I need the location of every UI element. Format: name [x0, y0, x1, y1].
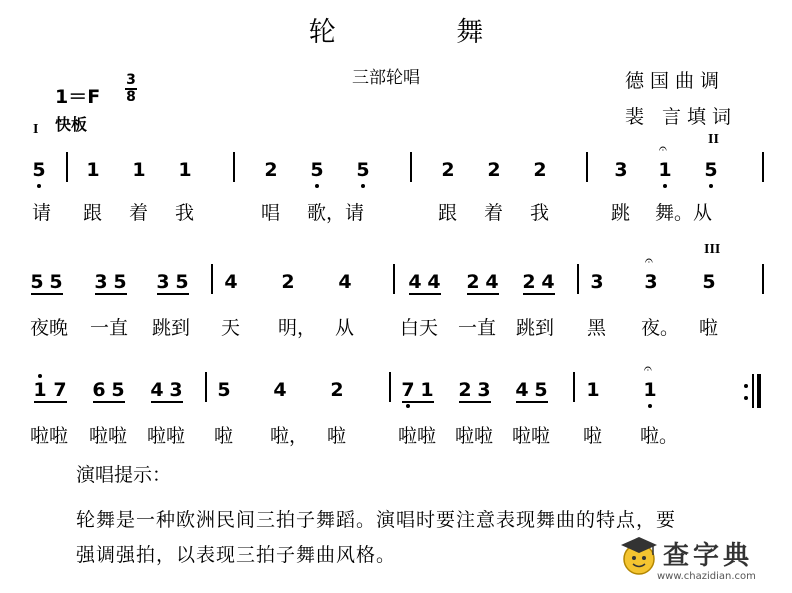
- fermata-icon: 𝄐: [659, 141, 667, 157]
- lyric: 跳到: [152, 317, 191, 339]
- note: 2: [487, 159, 501, 181]
- note: 4: [150, 379, 164, 401]
- lyric: 啦啦: [512, 425, 551, 447]
- note: 3: [590, 271, 604, 293]
- beam: [409, 293, 441, 295]
- beam: [34, 401, 67, 403]
- note: 4: [541, 271, 555, 293]
- note: 5: [32, 159, 46, 181]
- note: 2: [264, 159, 278, 181]
- note: 7: [53, 379, 67, 401]
- lyric: 从: [335, 317, 355, 339]
- note: 7: [401, 379, 415, 401]
- watermark-url: www.chazidian.com: [657, 571, 756, 582]
- beam: [151, 401, 183, 403]
- high-octave-dot: [38, 374, 42, 378]
- note: 4: [338, 271, 352, 293]
- low-octave-dot: [361, 184, 365, 188]
- note: 5: [310, 159, 324, 181]
- barline: [66, 152, 68, 182]
- lyric: 啦啦: [147, 425, 186, 447]
- note: 3: [94, 271, 108, 293]
- note: 2: [466, 271, 480, 293]
- barline: [389, 372, 391, 402]
- beam: [157, 293, 189, 295]
- part-label-1: I: [33, 122, 39, 137]
- beam: [93, 401, 125, 403]
- key-signature: 1＝F: [55, 86, 101, 108]
- lyric: 黑: [587, 317, 607, 339]
- lyric: 啦: [214, 425, 234, 447]
- note: 4: [408, 271, 422, 293]
- note: 1: [643, 379, 657, 401]
- note: 3: [644, 271, 658, 293]
- lyric: 白天: [400, 317, 439, 339]
- meter-bottom: 8: [126, 88, 136, 105]
- note: 5: [113, 271, 127, 293]
- note: 4: [273, 379, 287, 401]
- note: 5: [704, 159, 718, 181]
- note: 1: [586, 379, 600, 401]
- beam: [402, 401, 434, 403]
- lyric: 啦: [699, 317, 719, 339]
- hint-line-2: 强调强拍，以表现三拍子舞曲风格。: [76, 544, 397, 566]
- lyric: 明，: [278, 317, 317, 339]
- note: 1: [658, 159, 672, 181]
- barline: [762, 264, 764, 294]
- note: 4: [515, 379, 529, 401]
- hint-line-1: 轮舞是一种欧洲民间三拍子舞蹈。演唱时要注意表现舞曲的特点，要: [76, 509, 677, 531]
- lyric: 啦啦: [89, 425, 128, 447]
- watermark-name: 查字典: [663, 541, 754, 571]
- note: 5: [356, 159, 370, 181]
- note: 3: [614, 159, 628, 181]
- note: 3: [156, 271, 170, 293]
- note: 2: [330, 379, 344, 401]
- lyric: 着: [484, 202, 504, 224]
- beam: [516, 401, 548, 403]
- note: 2: [458, 379, 472, 401]
- note: 3: [477, 379, 491, 401]
- low-octave-dot: [648, 404, 652, 408]
- note: 2: [281, 271, 295, 293]
- lyric: 跳: [611, 202, 631, 224]
- beam: [459, 401, 491, 403]
- low-octave-dot: [663, 184, 667, 188]
- lyric: 啦: [327, 425, 347, 447]
- note: 5: [30, 271, 44, 293]
- time-signature: [124, 73, 138, 105]
- song-title: 轮 舞: [308, 17, 540, 48]
- lyric: 啦啦: [455, 425, 494, 447]
- beam: [95, 293, 127, 295]
- note: 1: [132, 159, 146, 181]
- barline: [573, 372, 575, 402]
- note: 4: [485, 271, 499, 293]
- end-barline-thick: [757, 374, 761, 408]
- meter-top: 3: [126, 72, 136, 88]
- note: 1: [420, 379, 434, 401]
- credit-music: 德国曲调: [625, 70, 726, 92]
- lyric: 啦。: [640, 425, 679, 447]
- note: 5: [175, 271, 189, 293]
- watermark-logo: [617, 531, 787, 589]
- low-octave-dot: [37, 184, 41, 188]
- lyric: 啦啦: [398, 425, 437, 447]
- lyric: 天: [221, 317, 241, 339]
- hint-heading: 演唱提示：: [76, 464, 172, 486]
- barline: [410, 152, 412, 182]
- lyric: 夜晚: [30, 317, 69, 339]
- barline: [233, 152, 235, 182]
- note: 5: [49, 271, 63, 293]
- end-barline-thin: [752, 374, 754, 408]
- beam: [467, 293, 499, 295]
- lyric: 舞。从: [655, 202, 713, 224]
- barline: [211, 264, 213, 294]
- note: 1: [33, 379, 47, 401]
- lyric: 啦: [583, 425, 603, 447]
- note: 1: [86, 159, 100, 181]
- fermata-icon: 𝄐: [645, 253, 653, 269]
- low-octave-dot: [315, 184, 319, 188]
- lyric: 啦啦: [30, 425, 69, 447]
- note: 5: [111, 379, 125, 401]
- barline: [205, 372, 207, 402]
- lyric: 唱: [261, 202, 281, 224]
- low-octave-dot: [406, 404, 410, 408]
- lyric: 一直: [90, 317, 129, 339]
- barline: [577, 264, 579, 294]
- lyric: 跟: [438, 202, 458, 224]
- lyric: 我: [175, 202, 195, 224]
- part-label-3: III: [704, 242, 721, 257]
- lyric: 啦，: [270, 425, 309, 447]
- note: 2: [522, 271, 536, 293]
- fermata-icon: 𝄐: [644, 361, 652, 377]
- barline: [762, 152, 764, 182]
- subtitle: 三部轮唱: [352, 68, 420, 88]
- lyric: 一直: [458, 317, 497, 339]
- lyric: 歌，请: [307, 202, 365, 224]
- note: 1: [178, 159, 192, 181]
- lyric: 夜。: [641, 317, 680, 339]
- note: 4: [427, 271, 441, 293]
- beam: [31, 293, 63, 295]
- note: 6: [92, 379, 106, 401]
- low-octave-dot: [709, 184, 713, 188]
- note: 5: [702, 271, 716, 293]
- barline: [393, 264, 395, 294]
- note: 2: [441, 159, 455, 181]
- credit-lyrics: 裴 言填词: [625, 106, 738, 128]
- lyric: 跳到: [516, 317, 555, 339]
- lyric: 跟: [83, 202, 103, 224]
- note: 2: [533, 159, 547, 181]
- repeat-dot: [744, 396, 748, 400]
- note: 5: [534, 379, 548, 401]
- lyric: 我: [530, 202, 550, 224]
- note: 5: [217, 379, 231, 401]
- part-label-2: II: [708, 132, 719, 147]
- note: 4: [224, 271, 238, 293]
- lyric: 请: [32, 202, 52, 224]
- tempo-marking: 快板: [55, 115, 88, 134]
- repeat-dot: [744, 384, 748, 388]
- barline: [586, 152, 588, 182]
- lyric: 着: [129, 202, 149, 224]
- note: 3: [169, 379, 183, 401]
- beam: [523, 293, 555, 295]
- mortarboard-icon: [617, 533, 661, 577]
